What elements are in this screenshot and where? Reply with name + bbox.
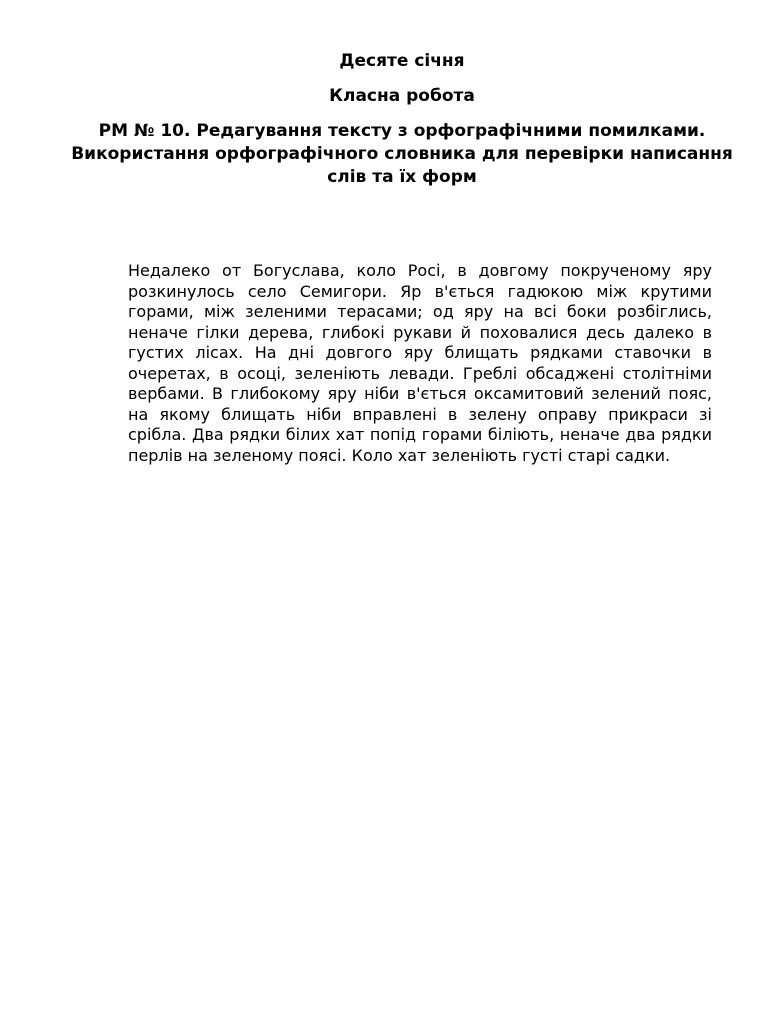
work-type-heading: Класна робота — [329, 86, 475, 106]
topic-heading: РМ № 10. Редагування тексту з орфографічними помилками. Використання орфографічного словника для перевірки написання слів та їх форм — [71, 121, 733, 187]
date-heading: Десяте січня — [339, 51, 465, 71]
exercise-paragraph: Недалеко от Богуслава, коло Росі, в довгому покрученому яру розкинулось село Семигори. Яр в'ється гадюкою між крутими горами, між зеленими терасами; од яру на всі боки розбіглись, неначе гілки дерева, глибокі рукави й поховалися десь далеко в густих лісах. На дні довгого яру блищать рядками ставочки в очеретах, в осоці, зеленіють левади. Греблі обсаджені столітніми вербами. В глибокому яру ніби в'ється оксамитовий зелений пояс, на якому блищать ніби вправлені в зелену оправу прикраси зі срібла. Два рядки білих хат попід горами біліють, неначе два рядки перлів на зеленому поясі. Коло хат зеленіють густі старі садки. — [128, 261, 712, 465]
